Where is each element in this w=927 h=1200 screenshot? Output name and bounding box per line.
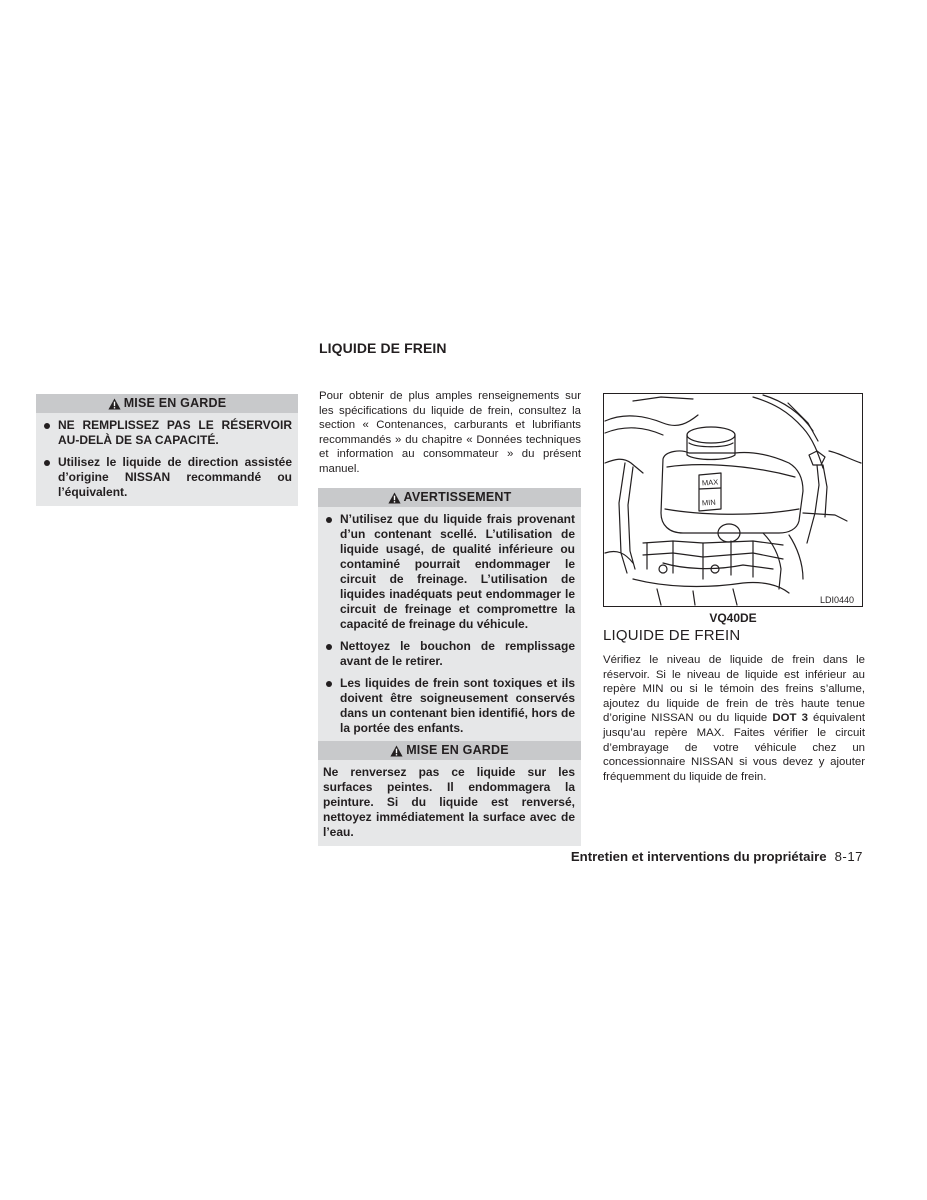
caution-box-middle bbox=[318, 741, 581, 846]
caution-box-middle-header bbox=[318, 741, 581, 760]
caution-item: Utilisez le liquide de direction assistée d’origine NISSAN recommandé ou l’équivalent. bbox=[41, 455, 292, 500]
caution-title: MISE EN GARDE bbox=[406, 743, 509, 757]
warning-list bbox=[323, 512, 575, 736]
brake-reservoir-figure bbox=[603, 393, 863, 607]
warning-triangle-icon bbox=[388, 492, 401, 504]
warning-box-header bbox=[318, 488, 581, 507]
warning-item: N’utilisez que du liquide frais provenant d’un contenant scellé. L’utilisation de liquide usagé, de qualité inférieure ou contaminé pourrait endommager le circuit de freinage. L’utilisation de liquides inadéquats peut endommager le circuit de freinage et compromettre la capacité de freinage du véhicule. bbox=[323, 512, 575, 632]
caution-list bbox=[41, 418, 292, 500]
page-footer bbox=[470, 849, 863, 864]
warning-box bbox=[318, 488, 581, 742]
brake-reservoir-illustration bbox=[603, 393, 863, 607]
right-paragraph-text: Vérifiez le niveau de liquide de frein dans le réservoir. Si le niveau de liquide est inférieur au repère MIN ou si le témoin des freins s’allume, ajoutez du liquide de frein de très haute tenue d’origine NISSAN ou du liquide bbox=[603, 654, 865, 725]
warning-title: AVERTISSEMENT bbox=[403, 490, 512, 504]
intro-paragraph: Pour obtenir de plus amples renseignements sur les spécifications du liquide de frein, consultez la section « Contenances, carburants et lubrifiants recommandés » du chapitre « Données techniques et information au consommateur » du présent manuel. bbox=[319, 390, 581, 475]
caution-title: MISE EN GARDE bbox=[123, 396, 227, 410]
figure-min-label: MIN bbox=[701, 497, 717, 508]
right-paragraph bbox=[603, 653, 865, 784]
figure-caption: VQ40DE bbox=[709, 611, 757, 625]
warning-item: Nettoyez le bouchon de remplissage avant de le retirer. bbox=[323, 639, 575, 669]
right-paragraph-bold: DOT 3 bbox=[772, 712, 808, 725]
caution-box-left bbox=[36, 394, 298, 506]
section-heading: LIQUIDE DE FREIN bbox=[319, 340, 447, 356]
figure-max-label: MAX bbox=[701, 477, 719, 488]
caution-item: NE REMPLISSEZ PAS LE RÉSERVOIR AU-DELÀ DE SA CAPACITÉ. bbox=[41, 418, 292, 448]
caution-text: Ne renversez pas ce liquide sur les surfaces peintes. Il endommagera la peinture. Si du liquide est renversé, nettoyez immédiatement la surface avec de l’eau. bbox=[323, 765, 575, 839]
warning-triangle-icon bbox=[390, 745, 403, 757]
caution-box-left-header bbox=[36, 394, 298, 413]
warning-item: Les liquides de frein sont toxiques et ils doivent être soigneusement conservés dans un contenant bien identifié, hors de la portée des enfants. bbox=[323, 676, 575, 736]
figure-code: LDI0440 bbox=[820, 595, 855, 605]
right-heading: LIQUIDE DE FREIN bbox=[603, 627, 741, 644]
warning-triangle-icon bbox=[108, 398, 121, 410]
page-number: 8-17 bbox=[834, 849, 863, 864]
footer-title: Entretien et interventions du propriétaire bbox=[570, 849, 827, 864]
right-paragraph-text: équivalent jusqu’au repère MAX. Faites vérifier le circuit d’embrayage de votre véhicule chez un concessionnaire NISSAN si vous devez y ajouter fréquemment du liquide de frein. bbox=[603, 712, 865, 783]
